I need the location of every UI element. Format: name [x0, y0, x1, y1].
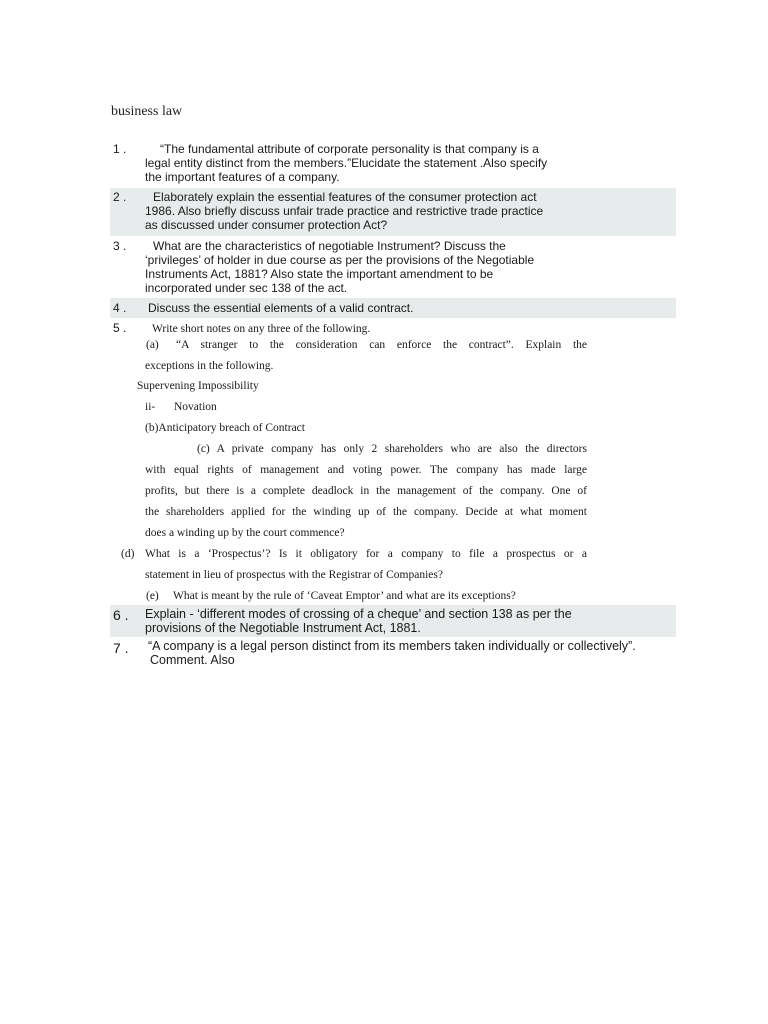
question-number: 5 .	[113, 321, 127, 335]
subpart-e-text: What is meant by the rule of ‘Caveat Emptor’ and what are its exceptions?	[173, 590, 516, 602]
question-line: Explain - ‘different modes of crossing of a cheque’ and section 138 as per the	[145, 607, 572, 621]
question-line: the important features of a company.	[145, 170, 340, 184]
subpart-d-marker: (d)	[121, 548, 135, 560]
subpart-c-line: profits, but there is a complete deadlock in the management of the company. One of	[145, 485, 587, 497]
question-number: 6 .	[113, 607, 129, 623]
question-text	[145, 607, 676, 635]
question-line: What are the characteristics of negotiable Instrument? Discuss the	[153, 239, 506, 253]
question-2	[110, 188, 676, 236]
subpart-d-line: What is a ‘Prospectus’? Is it obligatory for a company to file a prospectus or a	[145, 548, 587, 560]
question-line: Instruments Act, 1881? Also state the important amendment to be	[145, 267, 494, 281]
subpart-a-line: “A stranger to the consideration can enforce the contract”. Explain the	[176, 339, 587, 351]
question-text	[148, 301, 676, 315]
subpart-e-marker: (e)	[146, 590, 159, 602]
question-line: Discuss the essential elements of a valid contract.	[148, 301, 414, 315]
subpart-c-line: with equal rights of management and voting power. The company has made large	[145, 464, 587, 476]
question-line: “The fundamental attribute of corporate personality is that company is a	[160, 142, 539, 156]
question-line: incorporated under sec 138 of the act.	[145, 281, 348, 295]
question-4	[110, 298, 676, 318]
question-line: Elaborately explain the essential features of the consumer protection act	[153, 190, 537, 204]
question-text	[145, 142, 676, 184]
question-line: 1986. Also briefly discuss unfair trade practice and restrictive trade practice	[145, 204, 544, 218]
subpart-c-line: the shareholders applied for the winding up of the company. Decide at what moment	[145, 506, 587, 518]
question-line: ‘privileges’ of holder in due course as per the provisions of the Negotiable	[145, 253, 535, 267]
question-number: 4 .	[113, 301, 127, 315]
subpart-a-item: Novation	[174, 401, 217, 413]
question-line: legal entity distinct from the members.”Elucidate the statement .Also specify	[145, 156, 548, 170]
document-title: business law	[111, 104, 183, 119]
question-text	[145, 190, 676, 232]
subpart-b: (b)Anticipatory breach of Contract	[145, 422, 305, 434]
question-number: 2 .	[113, 190, 127, 204]
question-1	[110, 142, 676, 186]
question-7	[110, 639, 676, 669]
subpart-c-line: does a winding up by the court commence?	[145, 527, 345, 539]
question-3	[110, 239, 676, 296]
subpart-a-item-marker: ii-	[145, 401, 156, 413]
subpart-a-marker: (a)	[146, 339, 159, 351]
question-text	[145, 239, 676, 295]
subpart-c-line: (c) A private company has only 2 shareholders who are also the directors	[197, 443, 587, 455]
subpart-a-line: exceptions in the following.	[145, 360, 274, 372]
question-text	[148, 639, 676, 667]
question-5	[110, 321, 676, 337]
question-line: “A company is a legal person distinct from its members taken individually or collectively”.	[148, 639, 636, 653]
question-line: Comment. Also	[150, 653, 235, 667]
question-number: 3 .	[113, 239, 127, 253]
question-5-intro: Write short notes on any three of the following.	[152, 323, 371, 335]
subpart-a-item: Supervening Impossibility	[137, 380, 259, 392]
subpart-d-line: statement in lieu of prospectus with the Registrar of Companies?	[145, 569, 443, 581]
question-6	[110, 605, 676, 637]
question-number: 1 .	[113, 142, 127, 156]
question-line: as discussed under consumer protection Act?	[145, 218, 388, 232]
question-line: provisions of the Negotiable Instrument Act, 1881.	[145, 621, 421, 635]
question-number: 7 .	[113, 640, 129, 656]
